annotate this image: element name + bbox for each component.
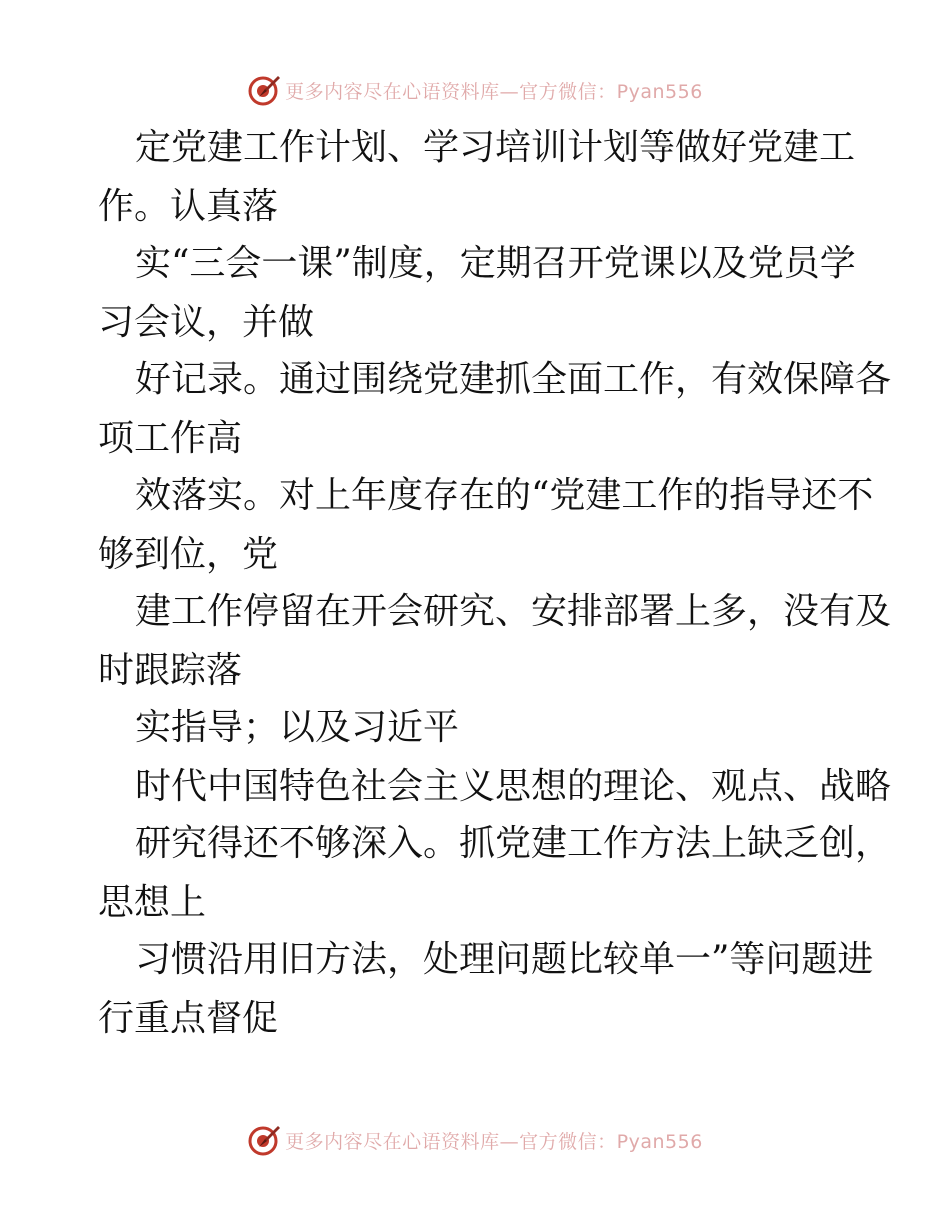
header-banner-account: Pyan556 [616, 80, 703, 103]
body-line: 建工作停留在开会研究、安排部署上多，没有及 [135, 591, 892, 632]
body-line: 好记录。通过围绕党建抓全面工作，有效保障各 [135, 359, 892, 400]
body-line: 够到位，党 [98, 534, 279, 575]
body-line: 习惯沿用旧方法，处理问题比较单一”等问题进 [135, 939, 874, 980]
footer-banner-account: Pyan556 [616, 1130, 703, 1153]
body-line: 时代中国特色社会主义思想的理论、观点、战略 [135, 766, 892, 807]
body-line: 实指导；以及习近平 [135, 707, 460, 748]
footer-banner-text: 更多内容尽在心语资料库—官方微信：Pyan556 [285, 1130, 703, 1153]
body-line: 项工作高 [98, 418, 243, 459]
body-line: 行重点督促 [98, 998, 279, 1039]
header-banner [0, 70, 950, 110]
body-line: 时跟踪落 [98, 650, 243, 691]
body-line: 效落实。对上年度存在的“党建工作的指导还不 [135, 475, 874, 516]
body-line: 习会议，并做 [98, 302, 315, 343]
quill-logo-icon [247, 73, 281, 107]
body-line: 定党建工作计划、学习培训计划等做好党建工 [135, 127, 856, 168]
header-banner-text: 更多内容尽在心语资料库—官方微信：Pyan556 [285, 80, 703, 103]
body-line: 实“三会一课”制度，定期召开党课以及党员学 [135, 243, 856, 284]
body-line: 作。认真落 [98, 186, 279, 227]
quill-logo-icon [247, 1123, 281, 1157]
footer-banner [0, 1120, 950, 1160]
body-line: 思想上 [98, 882, 207, 923]
body-line: 研究得还不够深入。抓党建工作方法上缺乏创， [135, 823, 892, 864]
